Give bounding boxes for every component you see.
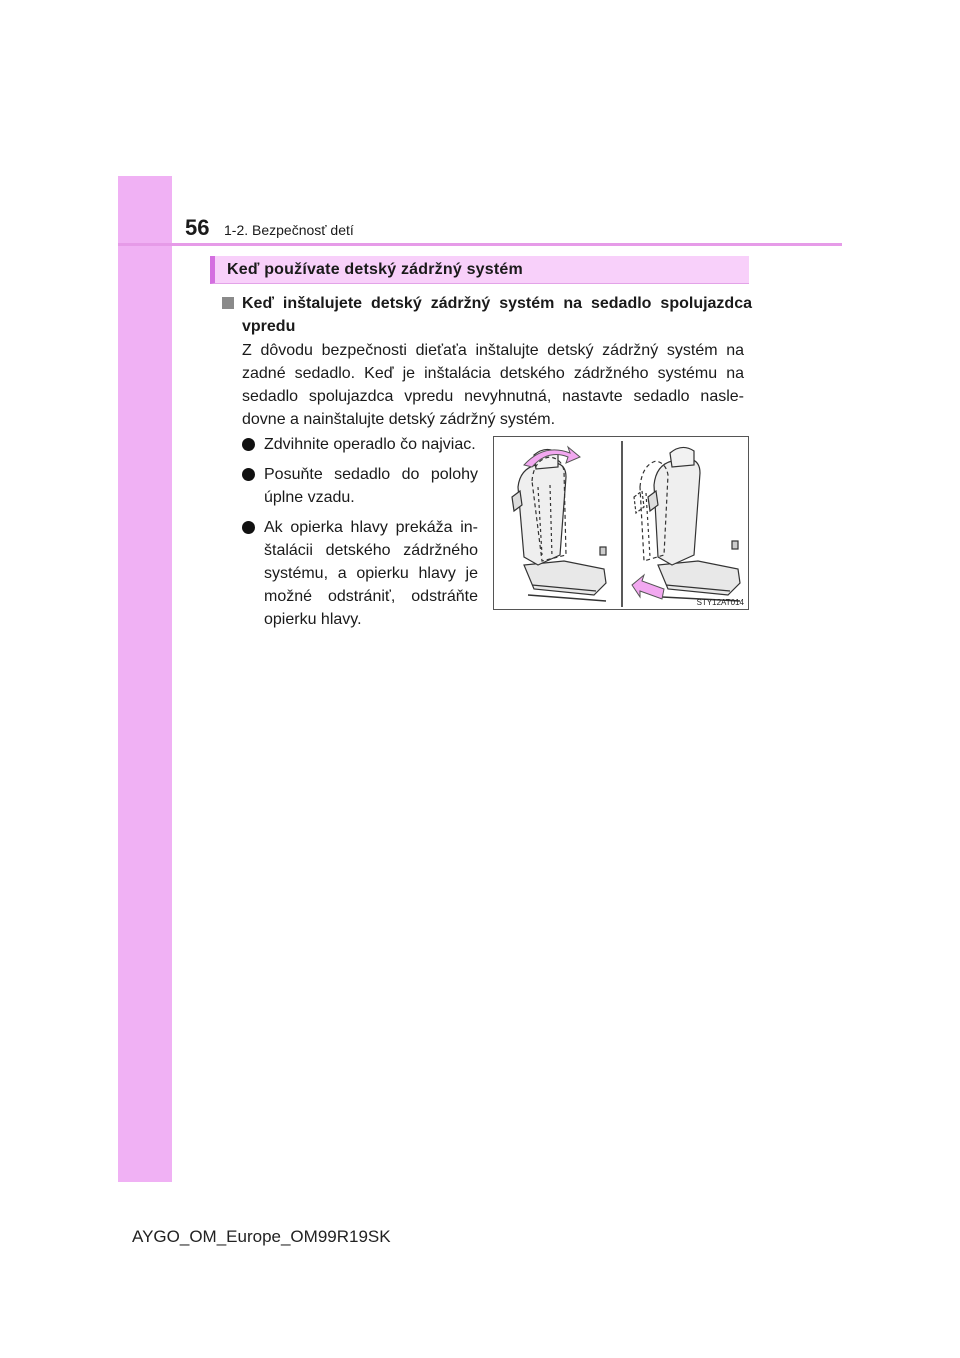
seat-illustration-svg [494,437,750,611]
chapter-title: 1-2. Bezpečnosť detí [224,222,354,238]
right-seat-drawing [634,447,740,601]
list-item-text: Ak opierka hlavy prekáža in-štalácii detského zádržného systému, a opierku hlavy je možné odstrániť, odstráňte opierku hlavy. [264,519,478,628]
page-number: 56 [185,215,210,240]
instruction-list [242,433,478,638]
chapter-sidebar-tab [118,176,172,1182]
body-paragraph: Z dôvodu bezpečnosti dieťaťa inštalujte detský zádržný systém na zadné sedadlo. Keď je inštalácia detského zádržného systému na sedadlo spolujazdca vpredu nevyhnutná, nastavte sedadlo nasle-dovne a nainštalujte detský zádržný systém. [242,342,744,428]
figure-code: STY12AT014 [696,598,744,607]
list-item [242,516,478,631]
subsection-heading-text: Keď inštalujete detský zádržný systém na sedadlo spolujazdca vpredu [242,295,752,335]
header-divider [118,243,842,246]
square-bullet-icon [222,297,234,309]
bullet-dot-icon [242,521,255,534]
bullet-dot-icon [242,438,255,451]
slide-arrow-icon [632,575,664,599]
list-item-text: Zdvihnite operadlo čo najviac. [264,436,476,453]
section-heading-bar [210,256,749,284]
list-item-text: Posuňte sedadlo do polohy úplne vzadu. [264,466,478,506]
left-seat-drawing [512,449,606,601]
seat-adjustment-illustration [493,436,749,610]
bullet-dot-icon [242,468,255,481]
list-item [242,463,478,509]
list-item [242,433,478,456]
subsection-heading [222,292,752,338]
document-id-footer: AYGO_OM_Europe_OM99R19SK [132,1227,391,1246]
section-title: Keď používate detský zádržný systém [227,261,523,278]
